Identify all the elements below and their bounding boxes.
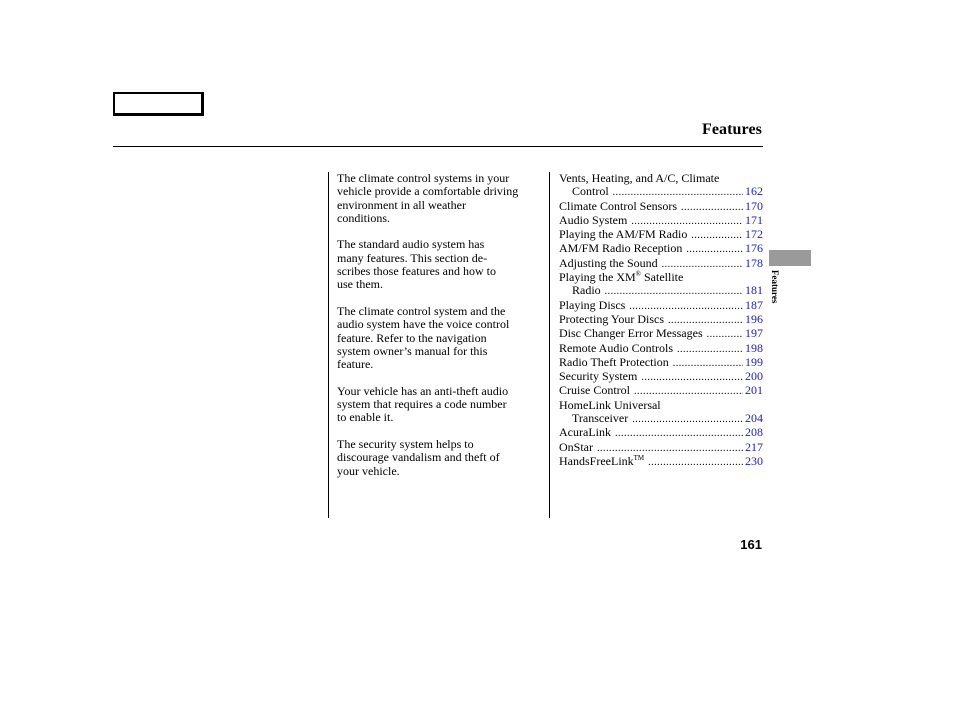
toc-leader-dots <box>615 427 743 440</box>
toc-entry[interactable] <box>559 399 763 427</box>
toc-leader-dots <box>686 243 743 256</box>
toc-entry-label: Transceiver <box>572 411 629 426</box>
toc-page-link[interactable]: 176 <box>745 241 763 256</box>
toc-entry-label: Playing Discs <box>559 297 626 312</box>
toc-entry[interactable] <box>559 242 763 256</box>
toc-leader-dots <box>631 215 743 228</box>
toc-page-link[interactable]: 170 <box>745 198 763 213</box>
toc-leader-dots <box>634 385 743 398</box>
toc-page-link[interactable]: 198 <box>745 340 763 355</box>
intro-paragraph: Your vehicle has an anti-theft audio system that requires a code number to enable it. <box>337 383 509 425</box>
toc-leader-dots <box>668 314 743 327</box>
toc-leader-dots <box>613 186 743 199</box>
toc-leader-dots <box>662 258 743 271</box>
toc-entry[interactable] <box>559 441 763 455</box>
section-tab[interactable] <box>769 250 811 266</box>
intro-paragraph: The climate control systems in your vehicle provide a comfortable driving environment in all weather conditions. <box>337 171 519 225</box>
toc-entry-label: Radio Theft Protection <box>559 354 669 369</box>
toc-leader-dots <box>597 442 743 455</box>
toc-page-link[interactable]: 187 <box>745 297 763 312</box>
toc-leader-dots <box>641 371 743 384</box>
toc-leader-dots <box>691 229 743 242</box>
toc-entry-label: AcuraLink <box>559 425 611 440</box>
toc-entry[interactable] <box>559 384 763 398</box>
toc-page-link[interactable]: 217 <box>745 439 763 454</box>
toc-entry-label: Climate Control Sensors <box>559 198 677 213</box>
toc-entry[interactable] <box>559 299 763 313</box>
toc-entry-heading: Playing the XM® Satellite <box>559 270 684 285</box>
toc-page-link[interactable]: 199 <box>745 354 763 369</box>
toc-entry[interactable] <box>559 271 763 299</box>
toc-page-link[interactable]: 230 <box>745 453 763 468</box>
toc-page-link[interactable]: 181 <box>745 283 763 298</box>
column-divider-middle <box>549 172 550 518</box>
toc-entry-label: HandsFreeLink™ <box>559 453 645 468</box>
toc-page-link[interactable]: 201 <box>745 383 763 398</box>
toc-entry[interactable] <box>559 214 763 228</box>
page-title: Features <box>701 121 762 138</box>
toc-leader-dots <box>673 357 743 370</box>
toc-entry-label: Disc Changer Error Messages <box>559 326 703 341</box>
toc-page-link[interactable]: 204 <box>745 411 763 426</box>
toc-leader-dots <box>605 285 743 298</box>
toc-entry-label: Playing the AM/FM Radio <box>559 227 688 242</box>
toc-leader-dots <box>677 343 743 356</box>
toc-entry[interactable] <box>559 370 763 384</box>
toc-page-link[interactable]: 171 <box>745 212 763 227</box>
toc-entry[interactable] <box>559 342 763 356</box>
toc-entry-label: Adjusting the Sound <box>559 255 658 270</box>
toc-entry-label: Audio System <box>559 212 628 227</box>
toc-page-link[interactable]: 196 <box>745 311 763 326</box>
toc-page-link[interactable]: 162 <box>745 184 763 199</box>
toc-entry[interactable] <box>559 313 763 327</box>
toc-leader-dots <box>707 328 743 341</box>
toc-entry-label: AM/FM Radio Reception <box>559 241 683 256</box>
title-rule <box>113 146 763 147</box>
intro-text <box>337 172 549 491</box>
toc-leader-dots <box>632 413 743 426</box>
toc-entry-label: Remote Audio Controls <box>559 340 673 355</box>
toc-entry-label: OnStar <box>559 439 593 454</box>
intro-paragraph: The security system helps to discourage vandalism and theft of your vehicle. <box>337 436 500 478</box>
toc-entry-label: Radio <box>572 283 601 298</box>
toc-entry[interactable] <box>559 200 763 214</box>
toc-entry-heading: HomeLink Universal <box>559 397 661 412</box>
toc-entry[interactable] <box>559 228 763 242</box>
column-divider-left <box>328 172 329 518</box>
toc-entry-heading: Vents, Heating, and A/C, Climate <box>559 171 720 185</box>
page-number: 161 <box>740 537 762 552</box>
intro-paragraph: The climate control system and the audio system have the voice control feature. Refer to the navigation system owner’s manual for this feature. <box>337 303 510 372</box>
toc-entry-label: Protecting Your Discs <box>559 311 665 326</box>
toc-entry-label: Control <box>572 184 609 199</box>
main-menu-box[interactable] <box>113 92 204 116</box>
table-of-contents <box>559 172 763 469</box>
toc-page-link[interactable]: 208 <box>745 425 763 440</box>
toc-page-link[interactable]: 197 <box>745 326 763 341</box>
toc-entry-label: Security System <box>559 369 638 384</box>
toc-page-link[interactable]: 200 <box>745 369 763 384</box>
toc-entry[interactable] <box>559 327 763 341</box>
toc-page-link[interactable]: 178 <box>745 255 763 270</box>
toc-entry[interactable] <box>559 356 763 370</box>
toc-leader-dots <box>681 201 743 214</box>
toc-entry[interactable] <box>559 172 763 200</box>
toc-entry[interactable] <box>559 455 763 469</box>
toc-page-link[interactable]: 172 <box>745 227 763 242</box>
section-tab-label: Features <box>770 270 780 304</box>
intro-paragraph: The standard audio system has many features. This section de- scribes those features and how to use them. <box>337 237 496 292</box>
toc-entry[interactable] <box>559 426 763 440</box>
toc-leader-dots <box>648 456 743 469</box>
toc-entry[interactable] <box>559 257 763 271</box>
toc-leader-dots <box>629 300 743 313</box>
toc-entry-label: Cruise Control <box>559 383 630 398</box>
